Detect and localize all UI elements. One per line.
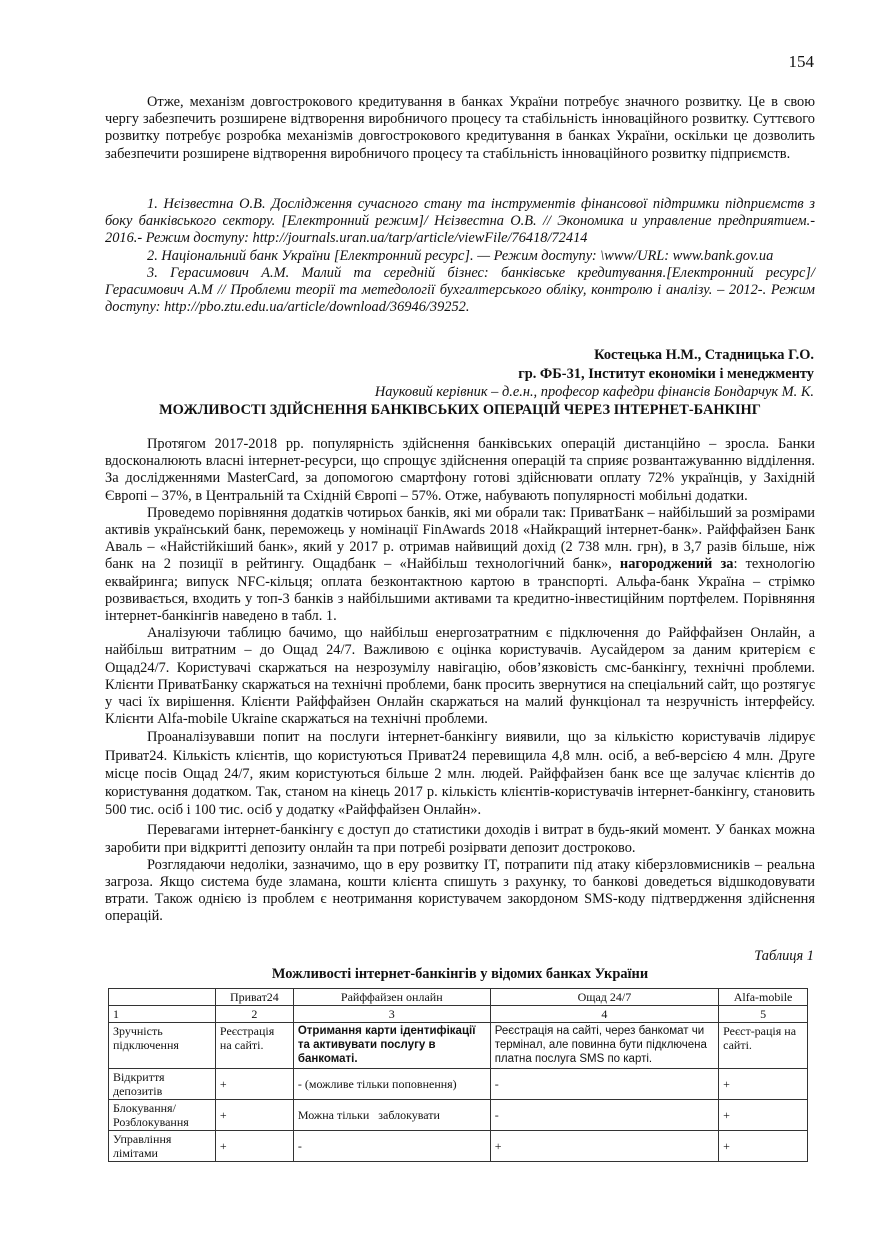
table-cell: - [293,1131,490,1162]
table-cell: Реєстрація на сайті. [215,1023,293,1069]
number-cell: 5 [719,1006,808,1023]
supervisor: Науковий керівник – д.е.н., професор кафедри фінансів Бондарчук М. К. [374,384,814,400]
table-cell: + [719,1131,808,1162]
table-header-row [109,989,808,1006]
number-cell: 2 [215,1006,293,1023]
number-cell: 1 [109,1006,216,1023]
table-cell: Можна тільки заблокувати [293,1100,490,1131]
table-cell: + [215,1100,293,1131]
page-number: 154 [788,52,814,71]
comparison-table [108,988,808,1162]
header-cell: Райффайзен онлайн [293,989,490,1006]
reference-item: 1. Нєізвестна О.В. Дослідження сучасного стану та інструментів фінансової підтримки підприємств з боку банківського сектору. [Електронний режим]/ Нєізвестна О.В. // Экономика и управление предприятием.- 2016.- Режим доступу: http://journals.uran.ua/tarp/article/viewFile/76418/72414 [105,196,815,247]
row-label: Відкриття депозитів [109,1069,216,1100]
intro-paragraph: Отже, механізм довгострокового кредитування в банках України потребує значного розвитку. Це в свою чергу забезпечить розширене відтворення виробничого процесу та стабільність інноваційного розвитку. Суттєвого розвитку потребує розробка механізмів довгострокового кредитування в банках України, оскільки це дозволить забезпечити розширене відтворення виробничого процесу та стабільність інноваційного розвитку підприємств. [105,94,815,162]
table-number-row [109,1006,808,1023]
reference-item: 2. Національний банк України [Електронний ресурс]. — Режим доступу: \www/URL: www.bank.gov.ua [147,247,774,264]
table-cell: Отримання карти ідентифікації та активувати послугу в банкоматі. [293,1023,490,1069]
author-group: гр. ФБ-31, Інститут економіки і менеджменту [518,365,814,382]
table-row [109,1131,808,1162]
table-cell: + [215,1069,293,1100]
article-title: МОЖЛИВОСТІ ЗДІЙСНЕННЯ БАНКІВСЬКИХ ОПЕРАЦІЙ ЧЕРЕЗ ІНТЕРНЕТ-БАНКІНГ [159,402,761,418]
intro-section [105,94,815,163]
header-cell: Приват24 [215,989,293,1006]
table-cell: - [490,1100,718,1131]
paragraph-text: Проведемо порівняння додатків чотирьох банків, які ми обрали так: ПриватБанк – найбільший за розмірами активів український банк, переможець у номінації FinAwards 2018 «Найкращий інтернет-банк». Райффайзен Банк Аваль – «Найстійкіший банк», який у 2017 р. отримав найвищий дохід (2 738 млн. грн), в 3,7 разів більше, ніж банк на 2 позиції в рейтингу. Ощадбанк – «Найбільш технологічний банк», [105,504,815,573]
paragraph-text: : технологію еквайринга; випуск NFC-кільця; оплата безконтактною картою в транспорті. Альфа-банк Україна – стрімко розвивається, входить у топ-3 банків з найбільшими активами та кредитно-інвестиційним портфелем. Порівняння інтернет-банкінгів наведено в табл. 1. [105,556,815,625]
table-row [109,1069,808,1100]
author-names: Костецька Н.М., Стадницька Г.О. [594,347,814,363]
row-label: Зручність підключення [109,1023,216,1069]
table-cell: + [490,1131,718,1162]
number-cell: 3 [293,1006,490,1023]
paragraph: Протягом 2017-2018 рр. популярність здійснення банківських операцій дистанційно – зросла. Банки вдосконалюють власні інтернет-ресурси, що спрощує здійснення операцій та сприяє розвантажуванню відділення. За дослідженнями MasterCard, за допомогою смартфону готові здійснювати оплату 72% українців, у Західній Європі – 37%, в Центральній та Східній Європі – 57%. Отже, набувають популярності мобільні додатки. [105,436,815,504]
table-cell: + [719,1069,808,1100]
table-row [109,1023,808,1069]
table-cell: Реєстрація на сайті, через банкомат чи термінал, але повинна бути підключена платна послуга SMS по карті. [490,1023,718,1069]
paragraph: Аналізуючи таблицю бачимо, що найбільш енергозатратним є підключення до Райффайзен Онлайн, а найбільш витратним – до Ощад 24/7. Важливою є оцінка користувачів. Аусайдером за даним критерієм є Ощад24/7. Користувачі скаржаться на незрозумілу навігацію, обов’язковість смс-банкінгу, технічні проблеми. Клієнти ПриватБанку скаржаться на технічні проблеми, банк просить звернутися на спеціальний сайт, що розтягує у часі їх вирішення. Клієнти Райффайзен Онлайн скаржаться на малий функціонал та незручність інтерфейсу. Клієнти Alfa-mobile Ukraine скаржаться на технічні проблеми. [105,625,815,728]
header-cell: Ощад 24/7 [490,989,718,1006]
paragraph: Проаналізувавши попит на послуги інтернет-банкінгу виявили, що за кількістю користувачів лідирує Приват24. Кількість клієнтів, що користуються Приват24 перевищила 4,8 млн. осіб, а веб-версією 4 млн. Друге місце посів Ощад 24/7, яким користуються більше 2 млн. людей. Райффайзен банк все ще залучає клієнтів до користування додатком. Так, станом на кінець 2017 р. кількість клієнтів-користувачів інтернет-банкінгу, становить 500 тис. осіб і 100 тис. осіб у додатку «Райффайзен Онлайн». [105,729,815,819]
table-cell: - [490,1069,718,1100]
paragraph: Розглядаючи недоліки, зазначимо, що в еру розвитку IT, потрапити під атаку кіберзловмисників – реальна загроза. Якщо система буде зламана, кошти клієнта спишуть з рахунку, то банкові доведеться відшкодовувати втрати. Також однією із проблем є неотримання користувачем закордоном SMS-коду підтвердження здійснення операцій. [105,856,815,925]
row-label: Блокування/ Розблокування [109,1100,216,1131]
paragraph: Перевагами інтернет-банкінгу є доступ до статистики доходів і витрат в будь-який момент. У банках можна заробити при відкритті депозиту онлайн та при потребі розірвати депозит достроково. [105,822,815,856]
table-label: Таблиця 1 [754,948,814,964]
table-title: Можливості інтернет-банкінгів у відомих банках України [271,966,649,982]
row-label: Управління лімітами [109,1131,216,1162]
table-cell: Реєст-рація на сайті. [719,1023,808,1069]
table-cell: + [215,1131,293,1162]
table-row [109,1100,808,1131]
header-cell [109,989,216,1006]
table-cell: - (можливе тільки поповнення) [293,1069,490,1100]
paragraph [105,505,815,625]
number-cell: 4 [490,1006,718,1023]
table-cell: + [719,1100,808,1131]
reference-item: 3. Герасимович А.М. Малий та середній бізнес: банківське кредитування.[Електронний ресурс]/ Герасимович А.М // Проблеми теорії та метедології бухгалтерського обліку, контролю і аналізу. – 2012-. Режим доступу: http://pbo.ztu.edu.ua/article/download/36946/39252. [105,264,815,316]
article-body [105,436,815,926]
paragraph-bold-text: нагороджений за [619,556,734,573]
references-list [105,196,815,316]
author-block [375,346,814,402]
header-cell: Alfa-mobile [719,989,808,1006]
